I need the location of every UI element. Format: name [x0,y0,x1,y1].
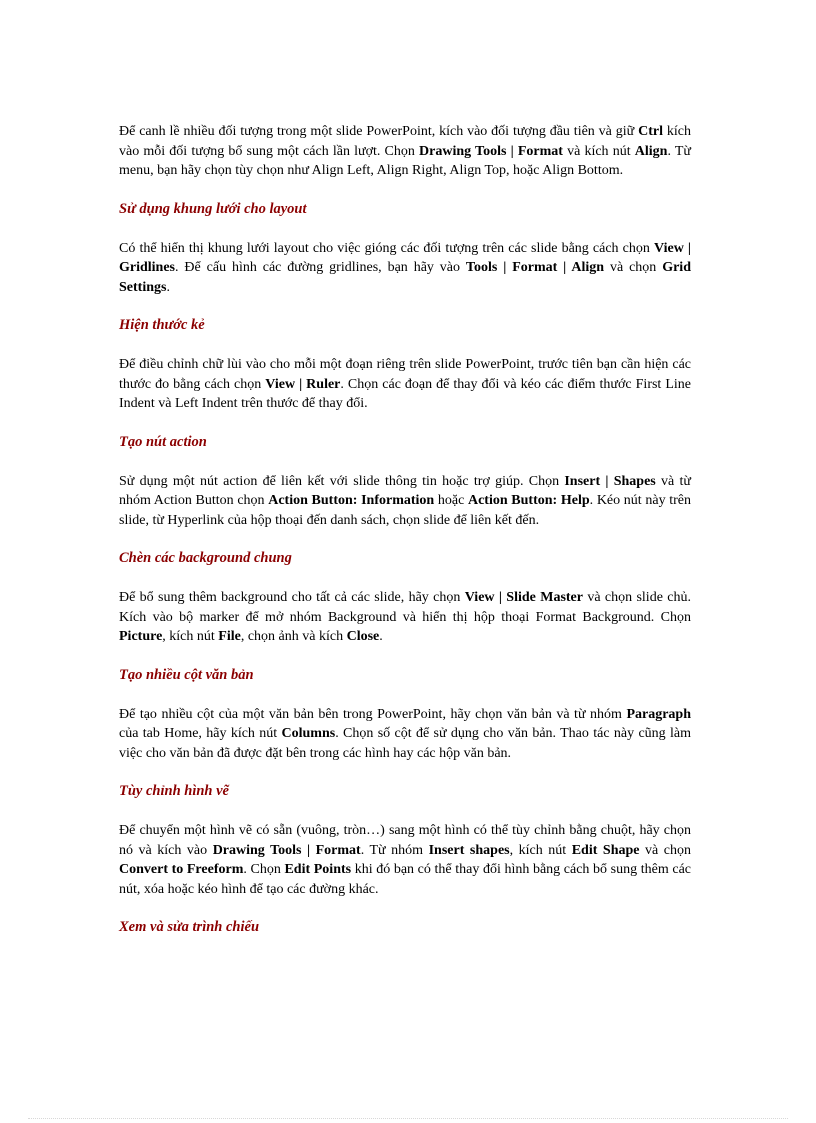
section-paragraph [119,122,691,181]
text-run: và chọn [604,260,663,275]
bold-term: Ctrl [638,124,664,139]
page-bottom-divider [28,1118,788,1119]
spacer [119,414,691,432]
bold-term: Paragraph [626,706,691,722]
spacer [119,801,691,821]
section-paragraph [119,239,691,298]
bold-term: Insert | Shapes [564,473,656,489]
text-run: Để tạo nhiều cột của một văn bản bên trong PowerPoint, hãy chọn văn bản và từ nhóm [119,706,627,722]
text-run: và kích nút [562,143,635,159]
spacer [119,899,691,917]
text-run: kích vào mỗi đối tượng bổ sung một cách lần lượt. Chọn [119,124,691,159]
section-heading: Hiện thước kẻ [119,317,205,333]
spacer [119,181,691,199]
document-body [119,122,691,937]
bold-term: Drawing Tools | Format [419,143,563,159]
text-run: Để canh lề nhiều đối tượng trong một slide PowerPoint, kích vào đối tượng đầu tiên và giữ [119,124,639,139]
text-run: . Chọn [243,862,285,877]
text-run: Sử dụng một nút action để liên kết với slide thông tin hoặc trợ giúp. Chọn [119,473,565,489]
spacer [119,452,691,472]
text-run: . [166,279,170,295]
bold-term: View | Ruler [265,376,341,392]
text-run: . Kéo nút này trên slide, từ Hyperlink của hộp thoại đến danh sách, chọn slide để liên kết đến. [119,493,692,528]
section-paragraph [119,705,691,764]
text-run: . Để cấu hình các đường gridlines, bạn hãy vào [175,260,466,275]
bold-term: File [218,629,241,644]
section-heading: Chèn các background chung [119,550,292,566]
bold-term: Close [346,629,380,644]
bold-term: Grid Settings [119,260,691,295]
text-run: của tab Home, hãy kích nút [119,726,282,741]
text-run: và chọn [639,842,692,858]
bold-term: Tools | Format | Align [465,260,605,275]
text-run: Để chuyển một hình vẽ có sẵn (vuông, tròn…) sang một hình có thể tùy chỉnh bằng chuột, hãy chọn nó và kích vào [119,823,691,858]
spacer [119,763,691,781]
section-heading: Tạo nhiều cột văn bản [119,666,254,683]
text-run: , chọn ảnh và kích [240,629,347,644]
text-run: . Từ menu, bạn hãy chọn tùy chọn như Align Left, Align Right, Align Top, hoặc Align Bottom. [119,143,691,178]
section-heading: Sử dụng khung lưới cho layout [119,200,307,217]
section-paragraph [119,821,691,899]
section-paragraph [119,588,691,647]
bold-term: Convert to Freeform [119,862,244,877]
text-run: Có thể hiển thị khung lưới layout cho việc gióng các đối tượng trên các slide bằng cách chọn [119,240,654,256]
text-run: hoặc [434,493,468,508]
bold-term: Action Button: Help [467,493,590,508]
spacer [119,297,691,315]
text-run: . [379,629,383,644]
text-run: . Chọn số cột để sử dụng cho văn bản. Thao tác này cũng làm việc cho văn bản đã được đặt bên trong các hình hay các hộp văn bản. [119,726,691,761]
text-run: . Từ nhóm [360,842,429,858]
section-heading: Tạo nút action [119,433,207,450]
section-paragraph [119,355,691,414]
bold-term: Columns [281,726,336,741]
section-heading: Tùy chỉnh hình vẽ [119,783,229,799]
bold-term: View | Slide Master [464,590,583,605]
bold-term: Action Button: Information [268,493,435,508]
bold-term: View | Gridlines [119,240,692,275]
text-run: và chọn slide chủ. Kích vào bộ marker để mở nhóm Background và hiển thị hộp thoại Format Background. Chọn [119,590,691,625]
text-run: khi đó bạn có thể thay đổi hình bằng cách bổ sung thêm các nút, xóa hoặc kéo hình để tạo các đường khác. [119,862,691,897]
bold-term: Drawing Tools | Format [212,842,361,858]
spacer [119,685,691,705]
bold-term: Insert shapes [428,842,510,858]
spacer [119,647,691,665]
text-run: Để điều chỉnh chữ lùi vào cho mỗi một đoạn riêng trên slide PowerPoint, trước tiên bạn cần hiện các thước đo bằng cách chọn [119,357,691,392]
bold-term: Picture [119,629,163,644]
bold-term: Edit Shape [571,842,640,858]
text-run: , kích nút [162,629,219,644]
spacer [119,219,691,239]
text-run: và từ nhóm Action Button chọn [119,473,691,508]
spacer [119,568,691,588]
section-paragraph [119,472,691,531]
text-run: Để bổ sung thêm background cho tất cả các slide, hãy chọn [119,590,465,605]
text-run: . Chọn các đoạn để thay đổi và kéo các điểm thước First Line Indent và Left Indent trên thước để thay đổi. [119,376,691,411]
spacer [119,530,691,548]
bold-term: Align [634,143,668,159]
text-run: , kích nút [509,842,572,858]
section-heading: Xem và sửa trình chiếu [119,919,260,935]
spacer [119,335,691,355]
bold-term: Edit Points [284,862,352,877]
